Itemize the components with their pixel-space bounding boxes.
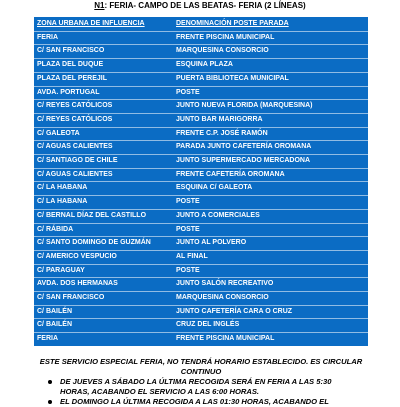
zone-cell: C/ LA HABANA <box>37 198 88 206</box>
header-stop: DENOMINACIÓN POSTE PARADA <box>176 20 289 27</box>
table-row <box>34 250 368 263</box>
schedule-note-text: DE JUEVES A SÁBADO LA ÚLTIMA RECOGIDA SERÁ EN FERIA A LAS 5:30 HORAS, ACABANDO EL SERVICIO A LAS 6:00 HORAS. <box>60 377 332 396</box>
stop-cell: JUNTO SUPERMERCADO MERCADONA <box>176 157 311 164</box>
zone-cell: C/ RÁBIDA <box>37 225 74 233</box>
stop-cell: AL FINAL <box>176 252 208 260</box>
stop-cell: ESQUINA PLAZA <box>176 61 233 69</box>
stop-cell: MARQUESINA CONSORCIO <box>176 47 269 55</box>
table-row <box>34 127 368 140</box>
table-row <box>34 332 368 345</box>
table-row <box>34 99 368 112</box>
stop-cell: FRENTE PISCINA MUNICIPAL <box>176 335 275 343</box>
header-zone: ZONA URBANA DE INFLUENCIA <box>37 20 145 27</box>
stop-cell: JUNTO CAFETERÍA CARA O CRUZ <box>176 307 293 315</box>
stop-cell: MARQUESINA CONSORCIO <box>176 294 269 301</box>
zone-cell: C/ AMERICO VESPUCIO <box>37 252 117 260</box>
table-row <box>34 58 368 71</box>
zone-cell: C/ REYES CATÓLICOS <box>37 102 113 110</box>
table-row <box>34 277 368 290</box>
table-row <box>34 291 368 304</box>
stops-table <box>34 17 368 346</box>
zone-cell: AVDA. DOS HERMANAS <box>37 280 118 288</box>
zone-cell: FERIA <box>37 33 58 41</box>
table-row <box>34 168 368 181</box>
page-title <box>0 1 400 10</box>
stop-cell: JUNTO BAR MARIGORRA <box>176 115 263 123</box>
title-text: : FERIA- CAMPO DE LAS BEATAS- FERIA (2 LÍNEAS) <box>104 1 306 10</box>
zone-cell: PLAZA DEL PEREJIL <box>37 74 108 82</box>
zone-cell: C/ SAN FRANCISCO <box>37 294 105 301</box>
stop-cell: CRUZ DEL INGLÉS <box>176 321 240 329</box>
stop-cell: JUNTO AL POLVERO <box>176 239 247 247</box>
zone-cell: C/ REYES CATÓLICOS <box>37 115 113 123</box>
zone-cell: C/ BAILÉN <box>37 321 72 329</box>
schedule-note-text: EL DOMINGO LA ÚLTIMA RECOGIDA A LAS 01:30 HORAS, ACABANDO EL <box>60 397 329 406</box>
stop-cell: PARADA JUNTO CAFETERÍA OROMANA <box>176 143 312 151</box>
table-row <box>34 154 368 167</box>
zone-cell: C/ SAN FRANCISCO <box>37 47 105 55</box>
table-header <box>34 17 368 30</box>
schedule-note <box>60 377 360 397</box>
title-line-code: N1 <box>94 1 105 10</box>
bullet-icon <box>48 380 52 384</box>
zone-cell: C/ GALEOTA <box>37 129 80 137</box>
table-row <box>34 195 368 208</box>
table-row <box>34 305 368 318</box>
zone-cell: C/ SANTO DOMINGO DE GUZMÁN <box>37 239 151 247</box>
table-row <box>34 209 368 222</box>
table-row <box>34 86 368 99</box>
zone-cell: C/ BAILÉN <box>37 307 72 315</box>
table-row <box>34 181 368 194</box>
zone-cell: AVDA. PORTUGAL <box>37 88 100 96</box>
table-row <box>34 264 368 277</box>
zone-cell: PLAZA DEL DUQUE <box>37 61 104 69</box>
schedule-note <box>60 397 360 407</box>
stop-cell: ESQUINA C/ GALEOTA <box>176 184 253 192</box>
stop-cell: POSTE <box>176 266 200 274</box>
service-notice: ESTE SERVICIO ESPECIAL FERIA, NO TENDRÁ HORARIO ESTABLECIDO. ES CIRCULAR CONTINUO <box>39 357 363 376</box>
stop-cell: JUNTO A COMERCIALES <box>176 211 260 219</box>
stop-cell: FRENTE PISCINA MUNICIPAL <box>176 33 275 41</box>
table-row <box>34 113 368 126</box>
table-row <box>34 236 368 249</box>
stop-cell: POSTE <box>176 198 200 206</box>
table-row <box>34 44 368 57</box>
table-row <box>34 72 368 85</box>
stop-cell: FRENTE CAFETERÍA OROMANA <box>176 170 285 178</box>
stop-cell: JUNTO SALÓN RECREATIVO <box>176 280 274 288</box>
stop-cell: PUERTA BIBLIOTECA MUNICIPAL <box>176 74 289 82</box>
table-row <box>34 31 368 44</box>
zone-cell: C/ PARAGUAY <box>37 266 85 274</box>
bullet-icon <box>48 400 52 404</box>
stop-cell: FRENTE C.P. JOSÉ RAMÓN <box>176 129 268 137</box>
table-row <box>34 318 368 331</box>
zone-cell: C/ AGUAS CALIENTES <box>37 143 113 151</box>
zone-cell: C/ AGUAS CALIENTES <box>37 170 113 178</box>
zone-cell: C/ LA HABANA <box>37 184 88 192</box>
table-row <box>34 140 368 153</box>
stop-cell: JUNTO NUEVA FLORIDA (MARQUESINA) <box>176 102 313 110</box>
zone-cell: C/ SANTIAGO DE CHILE <box>37 157 118 164</box>
stop-cell: POSTE <box>176 88 200 96</box>
table-row <box>34 223 368 236</box>
stop-cell: POSTE <box>176 225 200 233</box>
schedule-notes <box>60 377 360 407</box>
zone-cell: FERIA <box>37 335 58 343</box>
zone-cell: C/ BERNAL DÍAZ DEL CASTILLO <box>37 211 147 219</box>
